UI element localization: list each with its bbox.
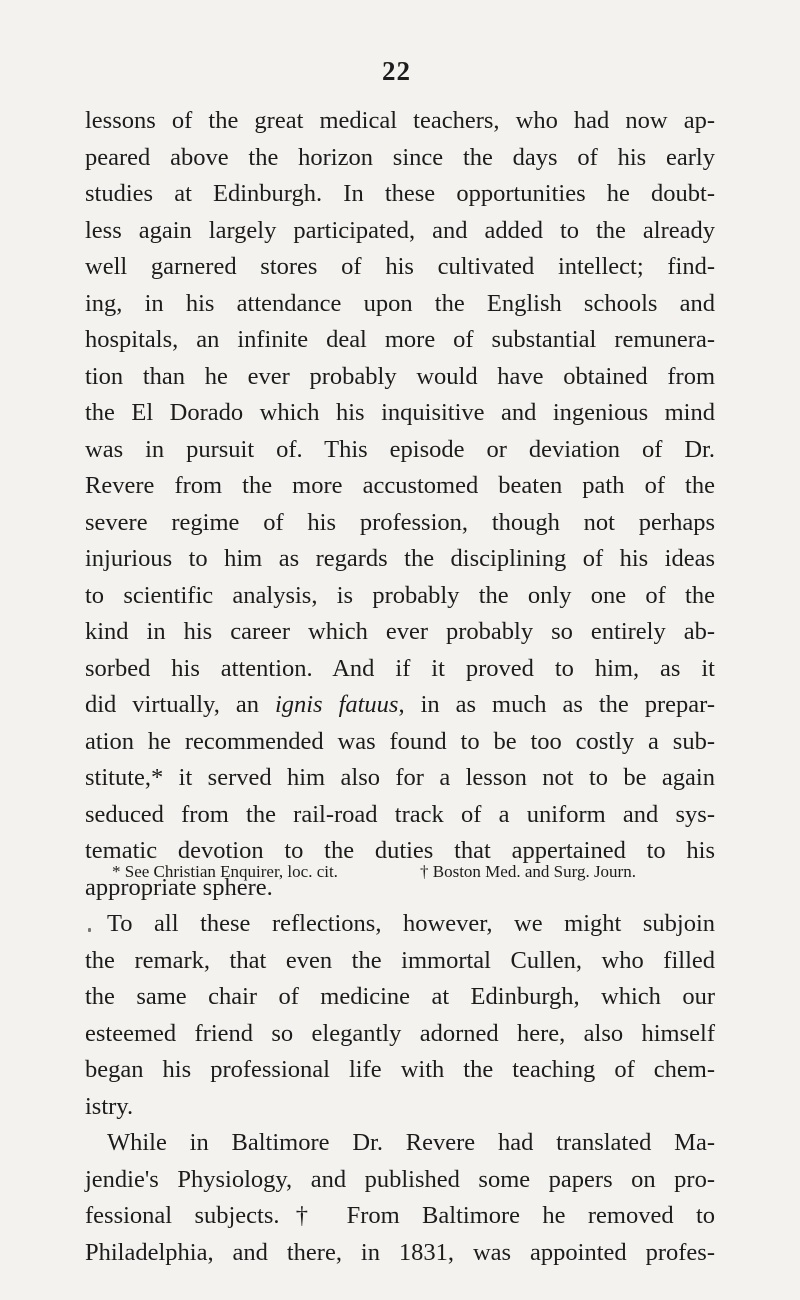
text-line: tematic devotion to the duties that appertained to his (85, 837, 715, 864)
text-line: studies at Edinburgh. In these opportunities he doubt- (85, 180, 715, 207)
paragraph-end-line: appropriate sphere. (85, 873, 273, 901)
footnote-asterisk: * See Christian Enquirer, loc. cit. (112, 862, 338, 881)
paragraph-start-line: While in Baltimore Dr. Revere had translated Ma- (107, 1129, 715, 1156)
footnote-dagger: † Boston Med. and Surg. Journ. (420, 862, 636, 881)
page-number: 22 (382, 56, 411, 86)
text-line: kind in his career which ever probably so entirely ab- (85, 618, 715, 645)
text-segment: did virtually, an (85, 691, 275, 718)
text-line: seduced from the rail-road track of a uniform and sys- (85, 800, 715, 828)
text-line: jendie's Physiology, and published some papers on pro- (85, 1165, 715, 1193)
text-line: was in pursuit of. This episode or deviation of Dr. (85, 435, 715, 463)
text-line: the remark, that even the immortal Cullen, who filled (85, 946, 715, 974)
text-line: esteemed friend so elegantly adorned here, also himself (85, 1019, 715, 1047)
italic-phrase: ignis fatuus (274, 691, 399, 718)
text-line: Revere from the more accustomed beaten path of the (85, 472, 715, 499)
text-line: lessons of the great medical teachers, who had now ap- (85, 107, 715, 134)
text-line: less again largely participated, and added to the already (85, 216, 715, 244)
text-line: injurious to him as regards the disciplining of his ideas (85, 545, 715, 572)
text-segment: , in as much as the prepar- (398, 691, 715, 718)
text-line: ation he recommended was found to be too costly a sub- (85, 727, 715, 755)
text-line: the same chair of medicine at Edinburgh, which our (85, 983, 715, 1010)
text-line: the El Dorado which his inquisitive and ingenious mind (85, 399, 715, 426)
ink-speck (88, 928, 91, 932)
text-line: Philadelphia, and there, in 1831, was appointed profes- (85, 1238, 715, 1266)
text-line: stitute,* it served him also for a lesson not to be again (85, 764, 715, 791)
text-line: peared above the horizon since the days of his early (85, 143, 715, 171)
text-line: well garnered stores of his cultivated intellect; find- (85, 253, 715, 280)
text-line-with-italic (85, 687, 715, 724)
text-line: to scientific analysis, is probably the only one of the (85, 581, 715, 609)
paragraph-end-line: istry. (85, 1092, 134, 1120)
text-line: hospitals, an infinite deal more of substantial remunera- (85, 326, 715, 353)
text-line: began his professional life with the teaching of chem- (85, 1056, 715, 1083)
paragraph-start-line: To all these reflections, however, we might subjoin (107, 910, 715, 937)
text-line: severe regime of his profession, though not perhaps (85, 508, 715, 536)
text-line: sorbed his attention. And if it proved to him, as it (85, 654, 715, 682)
text-line: tion than he ever probably would have obtained from (85, 362, 715, 390)
text-line: ing, in his attendance upon the English schools and (85, 289, 715, 317)
body-text (85, 103, 715, 1271)
text-line: fessional subjects.† From Baltimore he removed to (85, 1202, 715, 1229)
